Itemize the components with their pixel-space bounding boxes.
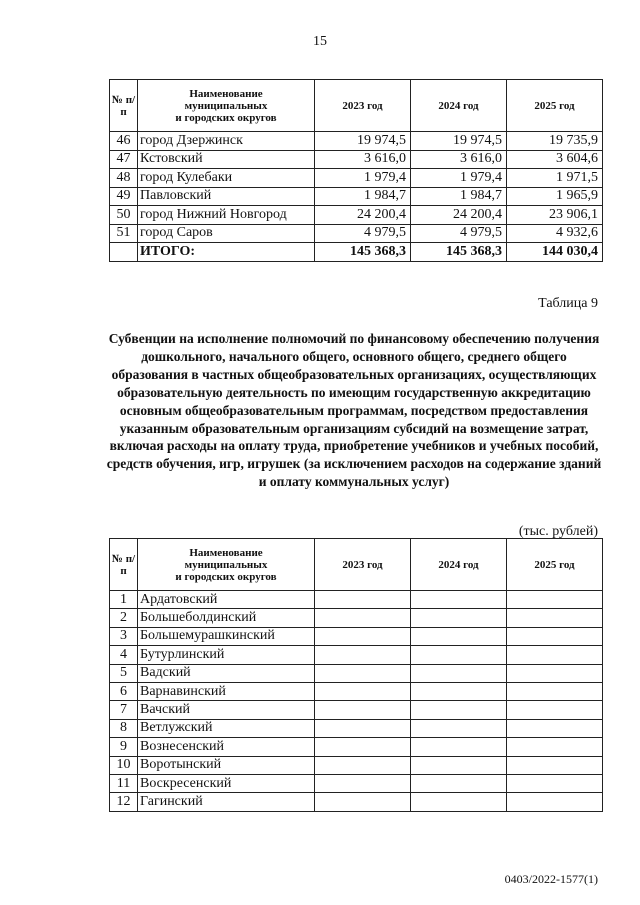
row-value-2025: [507, 609, 603, 627]
row-value-2024: [411, 701, 507, 719]
row-value-2023: [315, 682, 411, 700]
document-code: 0403/2022-1577(1): [504, 872, 598, 886]
row-value-2023: [315, 774, 411, 792]
total-value-2023: 145 368,3: [315, 243, 411, 262]
row-num: 12: [110, 793, 138, 811]
table-row: [110, 756, 603, 774]
row-value-2024: [411, 774, 507, 792]
row-value-2025: [507, 719, 603, 737]
row-value-2023: 3 616,0: [315, 150, 411, 169]
row-value-2025: 4 932,6: [507, 224, 603, 243]
row-value-2023: [315, 793, 411, 811]
row-value-2024: 1 984,7: [411, 187, 507, 206]
row-value-2024: 24 200,4: [411, 206, 507, 225]
row-value-2024: 19 974,5: [411, 132, 507, 151]
row-value-2025: [507, 756, 603, 774]
header-name: [138, 80, 315, 132]
header-2025: 2025 год: [507, 80, 603, 132]
row-value-2023: [315, 664, 411, 682]
continued-table: [109, 79, 603, 262]
row-value-2024: [411, 591, 507, 609]
row-name: Большемурашкинский: [138, 627, 315, 645]
row-value-2025: 19 735,9: [507, 132, 603, 151]
table-row: [110, 206, 603, 225]
table-row: [110, 719, 603, 737]
header-name-line3: и городских округов: [175, 570, 277, 583]
row-name: Павловский: [138, 187, 315, 206]
row-value-2023: [315, 738, 411, 756]
row-value-2024: [411, 682, 507, 700]
table-row: [110, 609, 603, 627]
header-2025: 2025 год: [507, 539, 603, 591]
table-row: [110, 187, 603, 206]
header-name-line1: Наименование: [189, 87, 263, 100]
table-header-row: [110, 539, 603, 591]
row-name: Ардатовский: [138, 591, 315, 609]
row-num: 2: [110, 609, 138, 627]
row-value-2025: [507, 774, 603, 792]
table-row: [110, 132, 603, 151]
row-value-2024: 3 616,0: [411, 150, 507, 169]
row-num: 6: [110, 682, 138, 700]
row-num: 1: [110, 591, 138, 609]
row-value-2023: [315, 701, 411, 719]
header-name-line1: Наименование: [189, 546, 263, 559]
row-num: 50: [110, 206, 138, 225]
row-value-2023: 24 200,4: [315, 206, 411, 225]
row-name: Кстовский: [138, 150, 315, 169]
row-value-2025: [507, 793, 603, 811]
row-value-2023: 19 974,5: [315, 132, 411, 151]
row-name: Вознесенский: [138, 738, 315, 756]
row-value-2024: [411, 719, 507, 737]
row-value-2025: [507, 682, 603, 700]
table-row: [110, 646, 603, 664]
row-value-2024: [411, 627, 507, 645]
table-row: [110, 591, 603, 609]
row-value-2025: 23 906,1: [507, 206, 603, 225]
header-num: № п/п: [110, 539, 138, 591]
row-num: 11: [110, 774, 138, 792]
row-value-2025: 1 971,5: [507, 169, 603, 188]
row-num: 8: [110, 719, 138, 737]
row-name: Ветлужский: [138, 719, 315, 737]
row-name: город Нижний Новгород: [138, 206, 315, 225]
row-num: 3: [110, 627, 138, 645]
header-num: № п/п: [110, 80, 138, 132]
header-name-line2: муниципальных: [184, 99, 268, 112]
total-value-2024: 145 368,3: [411, 243, 507, 262]
row-value-2025: [507, 627, 603, 645]
header-2024: 2024 год: [411, 80, 507, 132]
table-row: [110, 169, 603, 188]
row-value-2024: 1 979,4: [411, 169, 507, 188]
row-name: Бутурлинский: [138, 646, 315, 664]
header-name: [138, 539, 315, 591]
row-name: Вачский: [138, 701, 315, 719]
row-name: Большеболдинский: [138, 609, 315, 627]
row-num: 51: [110, 224, 138, 243]
row-value-2024: [411, 664, 507, 682]
total-label: ИТОГО:: [138, 243, 315, 262]
page-number: 15: [313, 34, 327, 49]
row-name: Вадский: [138, 664, 315, 682]
row-num: 4: [110, 646, 138, 664]
row-num: 48: [110, 169, 138, 188]
header-2024: 2024 год: [411, 539, 507, 591]
row-value-2023: [315, 591, 411, 609]
row-num: 47: [110, 150, 138, 169]
total-value-2025: 144 030,4: [507, 243, 603, 262]
row-value-2025: [507, 701, 603, 719]
row-value-2025: 3 604,6: [507, 150, 603, 169]
table-row: [110, 664, 603, 682]
row-value-2024: [411, 646, 507, 664]
table-row: [110, 150, 603, 169]
total-num-cell: [110, 243, 138, 262]
row-value-2023: [315, 719, 411, 737]
row-value-2023: [315, 627, 411, 645]
table-9-title: Субвенции на исполнение полномочий по финансовому обеспечению получения дошкольного, начального общего, основного общего, среднего общего образования в частных общеобразовательных организациях, осуществляющих образовательную деятельность по имеющим государственную аккредитацию основным общеобразовательным программам, посредством предоставления указанным образовательным организациям субсидий на возмещение затрат, включая расходы на оплату труда, приобретение учебников и учебных пособий, средств обучения, игр, игрушек (за исключением расходов на содержание зданий и оплату коммунальных услуг): [106, 331, 602, 490]
row-value-2024: [411, 793, 507, 811]
row-value-2025: [507, 664, 603, 682]
row-value-2024: [411, 609, 507, 627]
table-row: [110, 224, 603, 243]
row-num: 46: [110, 132, 138, 151]
row-name: город Дзержинск: [138, 132, 315, 151]
header-name-line3: и городских округов: [175, 111, 277, 124]
table-9: [109, 538, 603, 812]
units-note: (тыс. рублей): [518, 524, 598, 539]
row-value-2024: 4 979,5: [411, 224, 507, 243]
table-row: [110, 627, 603, 645]
row-num: 10: [110, 756, 138, 774]
header-2023: 2023 год: [315, 80, 411, 132]
table-row: [110, 793, 603, 811]
row-value-2024: [411, 738, 507, 756]
table-header-row: [110, 80, 603, 132]
row-name: Гагинский: [138, 793, 315, 811]
row-num: 5: [110, 664, 138, 682]
table-row: [110, 738, 603, 756]
table-row: [110, 701, 603, 719]
row-value-2023: [315, 646, 411, 664]
table-row: [110, 774, 603, 792]
row-name: Варнавинский: [138, 682, 315, 700]
row-value-2023: 4 979,5: [315, 224, 411, 243]
total-row: [110, 243, 603, 262]
row-name: Воротынский: [138, 756, 315, 774]
row-name: город Саров: [138, 224, 315, 243]
row-value-2023: [315, 756, 411, 774]
row-value-2023: [315, 609, 411, 627]
row-name: Воскресенский: [138, 774, 315, 792]
header-2023: 2023 год: [315, 539, 411, 591]
row-value-2025: 1 965,9: [507, 187, 603, 206]
row-value-2025: [507, 738, 603, 756]
row-num: 49: [110, 187, 138, 206]
row-value-2023: 1 984,7: [315, 187, 411, 206]
row-num: 7: [110, 701, 138, 719]
row-value-2023: 1 979,4: [315, 169, 411, 188]
row-value-2025: [507, 646, 603, 664]
table-row: [110, 682, 603, 700]
row-num: 9: [110, 738, 138, 756]
row-value-2024: [411, 756, 507, 774]
row-value-2025: [507, 591, 603, 609]
header-name-line2: муниципальных: [184, 558, 268, 571]
table-9-label: Таблица 9: [538, 296, 598, 311]
row-name: город Кулебаки: [138, 169, 315, 188]
